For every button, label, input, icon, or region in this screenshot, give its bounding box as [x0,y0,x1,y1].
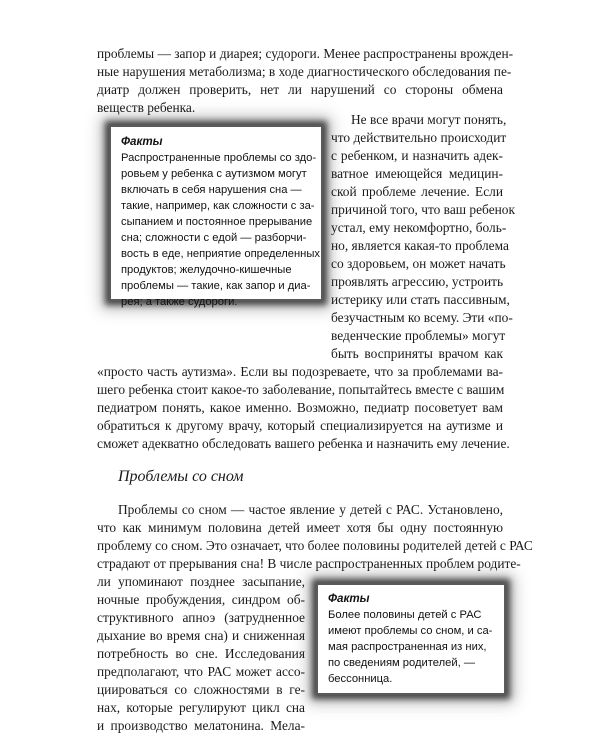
fact-box-line: ровьем у ребенка с аутизмом могут [121,168,307,180]
fact-box-line: по сведениям родителей, — [328,657,476,669]
intro-line: диатр должен проверить, нет ли нарушений со стороны обмена [97,82,503,97]
right-col-line: что действительно происходит [331,130,507,145]
left-col-line: и производство мелатонина. Мела- [97,718,305,733]
left-col-line: предполагают, что РАС может ассо- [97,664,305,679]
right-col-line: причиной того, что ваш ребенок [331,202,516,217]
right-col-line: с ребенком, и назначить адек- [331,148,503,163]
fact-box-line: вость в еде, неприятие определенных [121,248,320,260]
right-col-line: но, является какая-то проблема [331,238,509,253]
body-line: сможет адекватно обследовать вашего ребенка и назначить ему лечение. [97,436,510,451]
fact-box-line: имеют проблемы со сном, и са- [328,625,493,637]
fact-box-line: такие, например, как сложности с за- [121,200,315,212]
fact-box-line: продуктов; желудочно-кишечные [121,264,292,276]
fact-box-line: Распространенные проблемы со здо- [121,152,317,164]
left-col-line: ночные пробуждения, синдром об- [97,592,305,607]
fact-box-title: Факты [328,592,370,605]
body-line: что как минимум половина детей имеет хотя бы одну постоянную [97,520,503,535]
body-line: педиатром понять, какое именно. Возможно, педиатр посоветует вам [97,400,503,415]
body-line: Проблемы со сном — частое явление у детей с РАС. Установлено, [118,502,503,517]
right-col-line: ской проблеме лечение. Если [331,184,503,199]
body-line: страдают от прерывания сна! В числе распространенных проблем родите- [97,556,521,571]
left-col-line: ли упоминают позднее засыпание, [97,574,305,589]
body-line: шего ребенка стоит какое-то заболевание, попытайтесь вместе с вашим [97,382,505,397]
right-col-line: проявлять агрессию, устроить [331,274,504,289]
left-col-line: структивного апноэ (затрудненное [97,610,305,625]
left-col-line: циироваться со сложностями в ге- [97,682,305,697]
body-line: проблему со сном. Это означает, что более половины родителей детей с РАС [97,538,533,553]
fact-box-line: сыпанием и постоянное прерывание [121,216,313,228]
fact-box-line: бессонница. [328,673,393,685]
right-col-line: истерику или стать пассивным, [331,292,510,307]
right-col-line: Не все врачи могут понять, [351,112,507,127]
right-col-line: ватное имеющейся медицин- [331,166,503,181]
right-col-line: устал, ему некомфортно, боль- [331,220,507,235]
right-col-line: быть восприняты врачом как [331,346,503,361]
intro-line: проблемы — запор и диарея; судороги. Менее распространены врожден- [97,46,514,61]
fact-box-line: сна; сложности с едой — разборчи- [121,232,307,244]
fact-box-line: мая распространенная из них, [328,641,487,653]
fact-box-line: включать в себя нарушения сна — [121,184,302,196]
left-col-line: потребность во сне. Исследования [97,646,305,661]
section-heading: Проблемы со сном [118,468,244,485]
fact-box-line: Более половины детей с РАС [328,609,482,621]
body-line: обратиться к другому врачу, который специализируется на аутизме и [97,418,503,433]
left-col-line: дыхание во время сна) и сниженная [97,628,305,643]
right-col-line: веденческие проблемы» могут [331,328,506,343]
intro-line: веществ ребенка. [97,100,196,115]
fact-box-title: Факты [121,135,163,148]
body-line: «просто часть аутизма». Если вы подозреваете, что за проблемами ва- [97,364,503,379]
fact-box-line: проблемы — такие, как запор и диа- [121,280,311,292]
left-col-line: нах, которые регулируют цикл сна [97,700,305,715]
fact-box-line: рея; а также судороги. [121,296,238,308]
right-col-line: со здоровьем, он может начать [331,256,506,271]
intro-line: ные нарушения метаболизма; в ходе диагностического обследования пе- [97,64,512,79]
right-col-line: безучастным ко всему. Эти «по- [331,310,513,325]
